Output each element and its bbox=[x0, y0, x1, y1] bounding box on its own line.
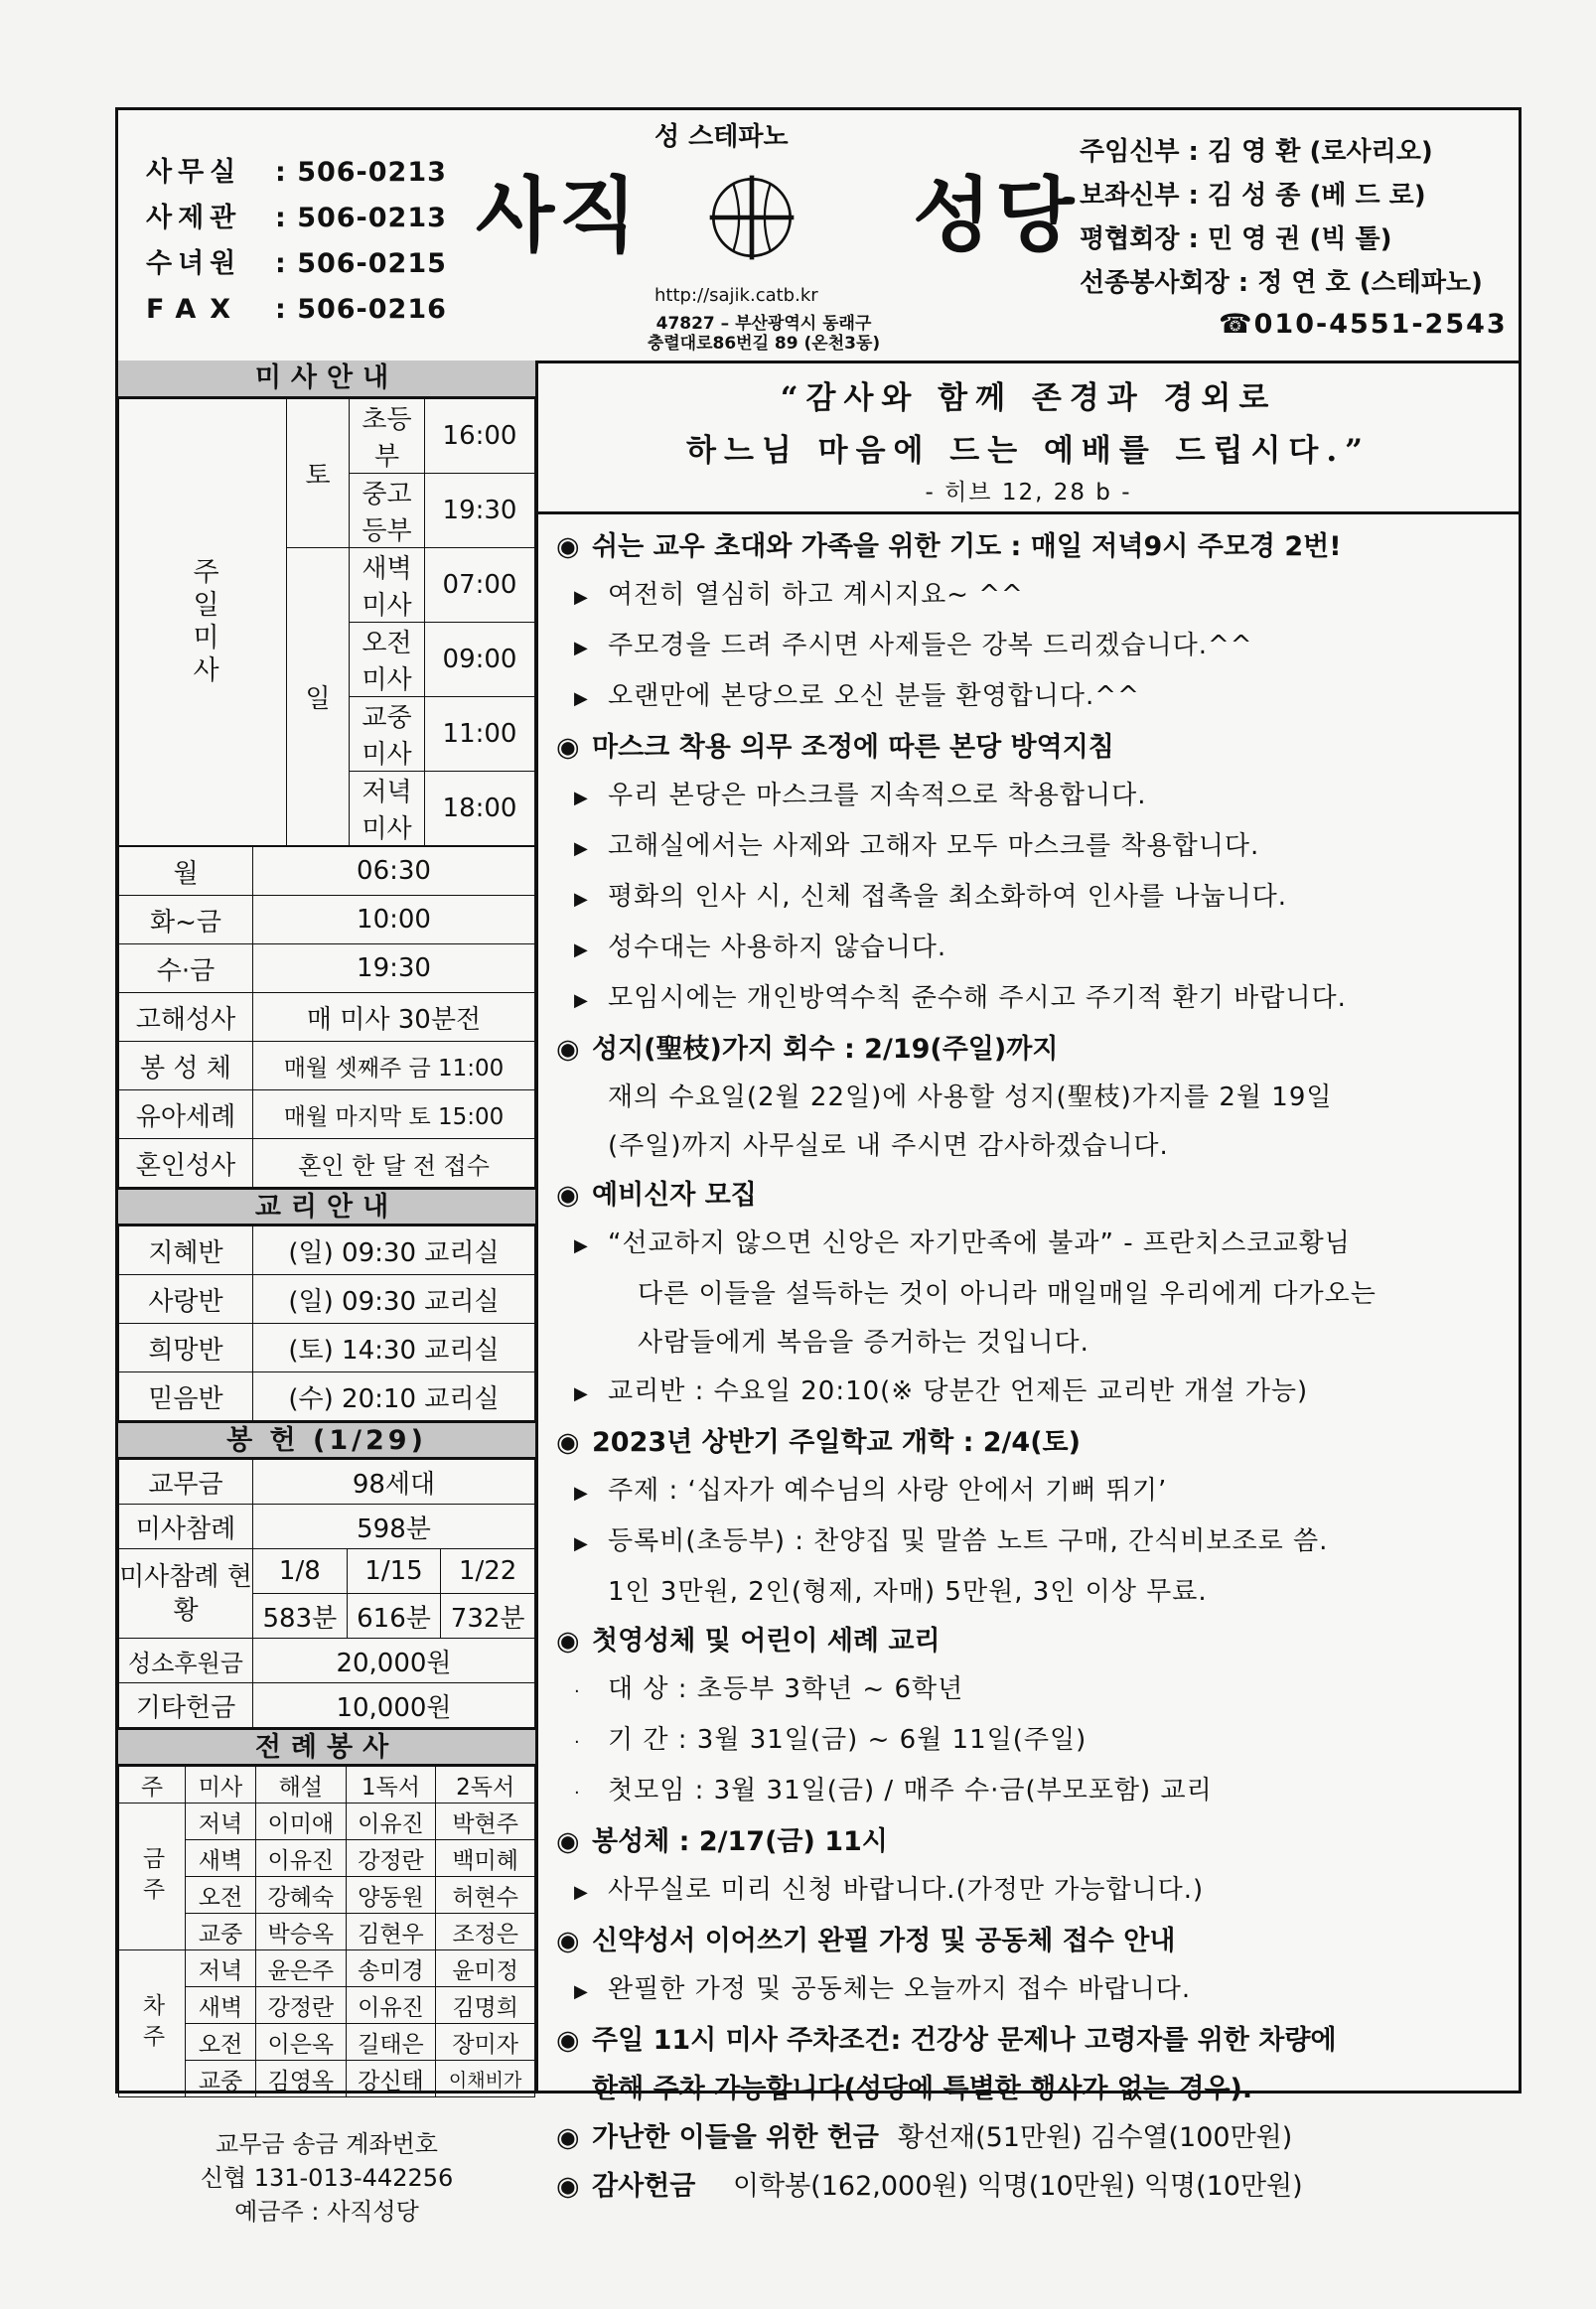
class-time: (일) 09:30 교리실 bbox=[253, 1227, 535, 1275]
triangle-bullet-icon: ▶ bbox=[574, 1533, 589, 1554]
mass-name: 초등부 bbox=[350, 399, 425, 474]
notice-item bbox=[556, 622, 1519, 672]
notice-text: (주일)까지 사무실로 내 주시면 감사하겠습니다. bbox=[608, 1131, 1169, 1161]
cell: 강정란 bbox=[256, 1987, 347, 2024]
row-label: 미사참례 bbox=[119, 1505, 253, 1549]
table-row bbox=[119, 847, 535, 896]
scripture-quote bbox=[538, 361, 1519, 514]
mass-name: 새벽미사 bbox=[350, 548, 425, 623]
table-row bbox=[119, 1804, 535, 1840]
attendance-count: 616분 bbox=[347, 1594, 441, 1639]
cell: 이유진 bbox=[346, 1987, 436, 2024]
triangle-bullet-icon: ▶ bbox=[574, 688, 589, 709]
cell: 교중 bbox=[186, 2061, 256, 2097]
notice-title bbox=[556, 522, 1519, 571]
notice-item-text: 주모경을 드려 주시면 사제들은 강복 드리겠습니다.^^ bbox=[608, 631, 1253, 660]
cell: 박현주 bbox=[436, 1804, 535, 1840]
clergy-row: 주임신부 : 김 영 환 (로사리오) bbox=[1080, 137, 1433, 167]
class-name: 믿음반 bbox=[119, 1372, 253, 1421]
mass-time: 16:00 bbox=[425, 399, 535, 474]
triangle-bullet-icon: ▶ bbox=[574, 939, 589, 960]
notice-item-text: 첫모임 : 3월 31일(금) / 매주 수·금(부모포함) 교리 bbox=[608, 1776, 1213, 1805]
address-line: 47827 – 부산광역시 동래구 bbox=[655, 314, 872, 334]
table-row bbox=[119, 896, 535, 944]
notice-item bbox=[556, 822, 1519, 873]
notice-item bbox=[556, 1716, 1519, 1767]
col-header: 1독서 bbox=[346, 1767, 436, 1804]
mass-time: 18:00 bbox=[425, 772, 535, 846]
cell: 윤은주 bbox=[256, 1950, 347, 1987]
row-label: 봉 성 체 bbox=[119, 1042, 253, 1090]
mass-name: 오전미사 bbox=[350, 623, 425, 697]
notice-item bbox=[556, 571, 1519, 622]
attendance-date: 1/8 bbox=[253, 1549, 348, 1594]
mass-time: 07:00 bbox=[425, 548, 535, 623]
notice-item bbox=[556, 873, 1519, 924]
mass-time: 09:00 bbox=[425, 623, 535, 697]
triangle-bullet-icon: ▶ bbox=[574, 889, 589, 910]
parish-patron: 성 스테파노 bbox=[654, 122, 789, 152]
cell: 이은옥 bbox=[256, 2024, 347, 2061]
triangle-bullet-icon: ▶ bbox=[574, 1483, 589, 1504]
saturday-label: 토 bbox=[287, 399, 350, 548]
row-value: 98세대 bbox=[253, 1460, 535, 1505]
table-row bbox=[119, 1090, 535, 1139]
notice-title-text: 예비신자 모집 bbox=[592, 1180, 757, 1211]
cell: 송미경 bbox=[346, 1950, 436, 1987]
offering-section-title: 봉 헌 (1/29) bbox=[118, 1421, 535, 1459]
table-row bbox=[119, 1324, 535, 1372]
row-value: 598분 bbox=[253, 1505, 535, 1549]
clergy-row: 평협회장 : 민 영 권 (빅 톨) bbox=[1080, 224, 1392, 254]
notice-title-text: 첫영성체 및 어린이 세례 교리 bbox=[592, 1626, 941, 1657]
contact-row bbox=[146, 287, 447, 333]
cell: 오전 bbox=[186, 2024, 256, 2061]
table-row bbox=[119, 993, 535, 1042]
education-table bbox=[118, 1226, 535, 1421]
cell: 이채비가 bbox=[436, 2061, 535, 2097]
notice-item bbox=[556, 1467, 1519, 1517]
cell: 김현우 bbox=[346, 1914, 436, 1950]
bullseye-icon: ◉ bbox=[556, 1180, 580, 1211]
notice-item-text: 평화의 인사 시, 신체 접촉을 최소화하여 인사를 나눕니다. bbox=[608, 882, 1288, 912]
col-header: 2독서 bbox=[436, 1767, 535, 1804]
contact-value: : 506-0213 bbox=[275, 203, 447, 233]
bank-account-info bbox=[118, 2097, 535, 2229]
main-content bbox=[538, 361, 1519, 2202]
account-line: 신협 131-013-442256 bbox=[200, 2164, 454, 2192]
notice-title-cont: 한해 주차 가능합니다(성당에 특별한 행사가 없는 경우). bbox=[592, 2074, 1253, 2104]
triangle-bullet-icon: ▶ bbox=[574, 788, 589, 808]
contact-label: 수녀원 bbox=[146, 248, 242, 279]
sunday-label: 일 bbox=[287, 548, 350, 846]
notice-item bbox=[556, 1767, 1519, 1817]
account-line: 예금주 : 사직성당 bbox=[234, 2198, 419, 2226]
triangle-bullet-icon: ▶ bbox=[574, 838, 589, 859]
notice-text: 재의 수요일(2월 22일)에 사용할 성지(聖枝)가지를 2월 19일 bbox=[608, 1082, 1333, 1112]
contact-label: FAX bbox=[146, 294, 245, 325]
liturgy-service-table bbox=[118, 1766, 535, 2097]
mass-name: 교중미사 bbox=[350, 697, 425, 772]
triangle-bullet-icon: ▶ bbox=[574, 1882, 589, 1903]
bullseye-icon: ◉ bbox=[556, 2171, 580, 2202]
contact-value: : 506-0215 bbox=[275, 248, 447, 279]
row-value: 20,000원 bbox=[253, 1639, 535, 1683]
cell: 강정란 bbox=[346, 1840, 436, 1877]
row-value: 06:30 bbox=[253, 847, 535, 896]
clergy-list bbox=[1080, 130, 1483, 305]
cell: 저녁 bbox=[186, 1950, 256, 1987]
notice-text: 사람들에게 복음을 증거하는 것입니다. bbox=[638, 1328, 1089, 1358]
notice-item-text: 사무실로 미리 신청 바랍니다.(가정만 가능합니다.) bbox=[608, 1875, 1205, 1905]
row-label: 혼인성사 bbox=[119, 1139, 253, 1188]
donor-list: 황선재(51만원) 김수열(100만원) bbox=[897, 2122, 1293, 2153]
bullseye-icon: ◉ bbox=[556, 1926, 580, 1956]
contact-label: 사무실 bbox=[146, 157, 242, 188]
notice-item-text: 기 간 : 3월 31일(금) ~ 6월 11일(주일) bbox=[608, 1725, 1088, 1755]
notice-item-text: 오랜만에 본당으로 오신 분들 환영합니다.^^ bbox=[608, 681, 1140, 711]
notice-title-text: 2023년 상반기 주일학교 개학 : 2/4(토) bbox=[592, 1427, 1081, 1458]
cell: 백미혜 bbox=[436, 1840, 535, 1877]
clergy-row: 보좌신부 : 김 성 종 (베 드 로) bbox=[1080, 181, 1426, 211]
row-value: 매월 셋째주 금 11:00 bbox=[253, 1042, 535, 1090]
notice-text: 다른 이들을 설득하는 것이 아니라 매일매일 우리에게 다가오는 bbox=[638, 1279, 1377, 1309]
table-row bbox=[119, 1549, 535, 1594]
notice-item bbox=[556, 672, 1519, 723]
notice-item-text: 성수대는 사용하지 않습니다. bbox=[608, 933, 947, 962]
mass-time: 19:30 bbox=[425, 474, 535, 548]
row-label: 월 bbox=[119, 847, 253, 896]
donor-list: 이학봉(162,000원) 익명(10만원) 익명(10만원) bbox=[732, 2171, 1303, 2202]
class-time: (일) 09:30 교리실 bbox=[253, 1275, 535, 1324]
quote-line: “감사와 함께 존경과 경외로 bbox=[780, 380, 1277, 416]
triangle-bullet-icon: ▶ bbox=[574, 638, 589, 658]
class-time: (수) 20:10 교리실 bbox=[253, 1372, 535, 1421]
mass-name: 중고등부 bbox=[350, 474, 425, 548]
notice-title bbox=[556, 1817, 1519, 1866]
cell: 윤미정 bbox=[436, 1950, 535, 1987]
row-value: 혼인 한 달 전 접수 bbox=[253, 1139, 535, 1188]
bullseye-icon: ◉ bbox=[556, 2025, 580, 2056]
notice-item-text: 대 상 : 초등부 3학년 ~ 6학년 bbox=[608, 1674, 964, 1704]
attendance-date: 1/22 bbox=[441, 1549, 535, 1594]
notice-item bbox=[556, 1665, 1519, 1716]
cell: 새벽 bbox=[186, 1840, 256, 1877]
mass-time: 11:00 bbox=[425, 697, 535, 772]
attendance-count: 583분 bbox=[253, 1594, 348, 1639]
offering-table bbox=[118, 1459, 535, 1728]
quote-reference: - 히브 12, 28 b - bbox=[925, 480, 1132, 505]
triangle-bullet-icon: ▶ bbox=[574, 1383, 589, 1404]
table-row bbox=[119, 1139, 535, 1188]
cell: 장미자 bbox=[436, 2024, 535, 2061]
notice-item-text: 여전히 열심히 하고 계시지요~ ^^ bbox=[608, 580, 1024, 610]
notice-title-text: 감사헌금 bbox=[592, 2171, 696, 2202]
dot-bullet-icon: · bbox=[574, 1783, 581, 1804]
table-row bbox=[119, 1227, 535, 1275]
contact-list bbox=[146, 150, 447, 333]
notice-item-text: “선교하지 않으면 신앙은 자기만족에 불과” - 프란치스코교황님 bbox=[608, 1228, 1351, 1258]
notice-item bbox=[556, 924, 1519, 974]
cell: 김명희 bbox=[436, 1987, 535, 2024]
notice-item bbox=[556, 772, 1519, 822]
notice-item-text: 등록비(초등부) : 찬양집 및 말씀 노트 구매, 간식비보조로 씀. bbox=[608, 1526, 1329, 1556]
notice-title-text: 봉성체 : 2/17(금) 11시 bbox=[592, 1826, 888, 1857]
cell: 이유진 bbox=[256, 1840, 347, 1877]
row-label: 수·금 bbox=[119, 944, 253, 993]
row-label: 유아세례 bbox=[119, 1090, 253, 1139]
attendance-date: 1/15 bbox=[347, 1549, 441, 1594]
dot-bullet-icon: · bbox=[574, 1732, 581, 1753]
bullseye-icon: ◉ bbox=[556, 1034, 580, 1065]
table-row bbox=[119, 944, 535, 993]
table-row bbox=[119, 1275, 535, 1324]
mass-name: 저녁미사 bbox=[350, 772, 425, 846]
row-value: 매월 마지막 토 15:00 bbox=[253, 1090, 535, 1139]
bullseye-icon: ◉ bbox=[556, 732, 580, 763]
notice-title bbox=[556, 723, 1519, 772]
contact-row bbox=[146, 196, 447, 241]
notice-item-text: 교리반 : 수요일 20:10(※ 당분간 언제든 교리반 개설 가능) bbox=[608, 1376, 1309, 1406]
cell: 새벽 bbox=[186, 1987, 256, 2024]
notice-title bbox=[556, 2113, 1519, 2162]
notice-title bbox=[556, 1025, 1519, 1074]
table-row bbox=[119, 1683, 535, 1728]
address-line: 충렬대로86번길 89 (온천3동) bbox=[647, 334, 881, 354]
row-label: 화~금 bbox=[119, 896, 253, 944]
col-header: 해설 bbox=[256, 1767, 347, 1804]
bullseye-icon: ◉ bbox=[556, 2122, 580, 2153]
weekday-schedule-table bbox=[118, 846, 535, 1188]
cell: 양동원 bbox=[346, 1877, 436, 1914]
notice-title bbox=[556, 1617, 1519, 1665]
notice-title bbox=[556, 1171, 1519, 1220]
bullseye-icon: ◉ bbox=[556, 1626, 580, 1657]
week-label: 금주 bbox=[119, 1804, 186, 1950]
cell: 김영옥 bbox=[256, 2061, 347, 2097]
table-row bbox=[119, 1639, 535, 1683]
notice-item-text: 주제 : ‘십자가 예수님의 사랑 안에서 기뻐 뛰기’ bbox=[608, 1476, 1168, 1506]
notice-text: 1인 3만원, 2인(형제, 자매) 5만원, 3인 이상 무료. bbox=[608, 1577, 1208, 1607]
triangle-bullet-icon: ▶ bbox=[574, 1235, 589, 1256]
notice-item bbox=[556, 1220, 1519, 1270]
contact-row bbox=[146, 241, 447, 287]
cross-globe-logo-icon bbox=[706, 172, 798, 263]
notice-item bbox=[556, 1368, 1519, 1418]
table-row bbox=[119, 1042, 535, 1090]
cell: 길태은 bbox=[346, 2024, 436, 2061]
bulletin-page bbox=[115, 107, 1522, 2226]
parish-name-left: 사직 bbox=[476, 169, 642, 263]
table-row bbox=[119, 1460, 535, 1505]
mass-schedule-table bbox=[118, 398, 535, 846]
bullseye-icon: ◉ bbox=[556, 531, 580, 562]
sidebar bbox=[118, 361, 538, 2226]
education-section-title: 교리안내 bbox=[118, 1188, 535, 1226]
notice-item-text: 고해실에서는 사제와 고해자 모두 마스크를 착용합니다. bbox=[608, 831, 1260, 861]
notice-item-text: 우리 본당은 마스크를 지속적으로 착용합니다. bbox=[608, 781, 1147, 810]
row-value: 19:30 bbox=[253, 944, 535, 993]
mass-section-title: 미사안내 bbox=[118, 361, 535, 398]
sunday-mass-label: 주일미사 bbox=[119, 399, 287, 846]
table-row bbox=[119, 1767, 535, 1804]
bullseye-icon: ◉ bbox=[556, 1427, 580, 1458]
contact-row bbox=[146, 150, 447, 196]
triangle-bullet-icon: ▶ bbox=[574, 587, 589, 608]
cell: 강혜숙 bbox=[256, 1877, 347, 1914]
row-value: 매 미사 30분전 bbox=[253, 993, 535, 1042]
parish-name-right: 성당 bbox=[913, 169, 1079, 263]
cell: 박승옥 bbox=[256, 1914, 347, 1950]
row-value: 10:00 bbox=[253, 896, 535, 944]
table-row bbox=[119, 399, 535, 474]
service-section-title: 전례봉사 bbox=[118, 1728, 535, 1766]
notice-title bbox=[556, 1917, 1519, 1965]
notice-item bbox=[556, 1965, 1519, 2016]
notice-list bbox=[538, 514, 1519, 2211]
parish-name bbox=[476, 162, 1161, 271]
cell: 교중 bbox=[186, 1914, 256, 1950]
phone-number: ☎010-4551-2543 bbox=[1219, 309, 1508, 340]
contact-label: 사제관 bbox=[146, 203, 242, 233]
dot-bullet-icon: · bbox=[574, 1681, 581, 1702]
clergy-row: 선종봉사회장 : 정 연 호 (스테파노) bbox=[1080, 268, 1483, 298]
bulletin-header bbox=[118, 110, 1519, 363]
notice-item-text: 완필한 가정 및 공동체는 오늘까지 접수 바랍니다. bbox=[608, 1974, 1192, 2004]
row-label: 성소후원금 bbox=[119, 1639, 253, 1683]
notice-item bbox=[556, 1517, 1519, 1568]
address bbox=[605, 314, 923, 354]
notice-title-text: 쉬는 교우 초대와 가족을 위한 기도 : 매일 저녁9시 주모경 2번! bbox=[592, 531, 1342, 562]
triangle-bullet-icon: ▶ bbox=[574, 990, 589, 1011]
class-time: (토) 14:30 교리실 bbox=[253, 1324, 535, 1372]
row-label: 고해성사 bbox=[119, 993, 253, 1042]
cell: 이미애 bbox=[256, 1804, 347, 1840]
notice-title bbox=[556, 1418, 1519, 1467]
class-name: 희망반 bbox=[119, 1324, 253, 1372]
cell: 강신태 bbox=[346, 2061, 436, 2097]
table-row bbox=[119, 1372, 535, 1421]
notice-title-text: 가난한 이들을 위한 헌금 bbox=[592, 2122, 880, 2153]
cell: 오전 bbox=[186, 1877, 256, 1914]
table-row bbox=[119, 1950, 535, 1987]
contact-value: : 506-0213 bbox=[275, 157, 447, 188]
notice-title-text: 성지(聖枝)가지 회수 : 2/19(주일)까지 bbox=[592, 1034, 1059, 1065]
cell: 조정은 bbox=[436, 1914, 535, 1950]
cell: 허현수 bbox=[436, 1877, 535, 1914]
attendance-count: 732분 bbox=[441, 1594, 535, 1639]
contact-value: : 506-0216 bbox=[275, 294, 447, 325]
notice-item bbox=[556, 1866, 1519, 1917]
col-header: 미사 bbox=[186, 1767, 256, 1804]
cell: 저녁 bbox=[186, 1804, 256, 1840]
account-line: 교무금 송금 계좌번호 bbox=[216, 2130, 438, 2158]
triangle-bullet-icon: ▶ bbox=[574, 1981, 589, 2002]
table-row bbox=[119, 1505, 535, 1549]
website-link[interactable]: http://sajik.catb.kr bbox=[654, 285, 818, 306]
row-label: 기타헌금 bbox=[119, 1683, 253, 1728]
bullseye-icon: ◉ bbox=[556, 1826, 580, 1857]
notice-title bbox=[556, 2016, 1519, 2065]
class-name: 사랑반 bbox=[119, 1275, 253, 1324]
row-label: 교무금 bbox=[119, 1460, 253, 1505]
quote-line: 하느님 마음에 드는 예배를 드립시다.” bbox=[686, 433, 1371, 469]
row-value: 10,000원 bbox=[253, 1683, 535, 1728]
notice-title bbox=[556, 2162, 1519, 2211]
col-header: 주 bbox=[119, 1767, 186, 1804]
week-label: 차주 bbox=[119, 1950, 186, 2097]
notice-title-text: 주일 11시 미사 주차조건: 건강상 문제나 고령자를 위한 차량에 bbox=[592, 2025, 1337, 2056]
cell: 이유진 bbox=[346, 1804, 436, 1840]
notice-item bbox=[556, 974, 1519, 1025]
notice-title-text: 마스크 착용 의무 조정에 따른 본당 방역지침 bbox=[592, 732, 1114, 763]
notice-title-text: 신약성서 이어쓰기 완필 가정 및 공동체 접수 안내 bbox=[592, 1926, 1176, 1956]
notice-item-text: 모임시에는 개인방역수칙 준수해 주시고 주기적 환기 바랍니다. bbox=[608, 983, 1347, 1013]
class-name: 지혜반 bbox=[119, 1227, 253, 1275]
attendance-label: 미사참례 현황 bbox=[119, 1549, 253, 1639]
